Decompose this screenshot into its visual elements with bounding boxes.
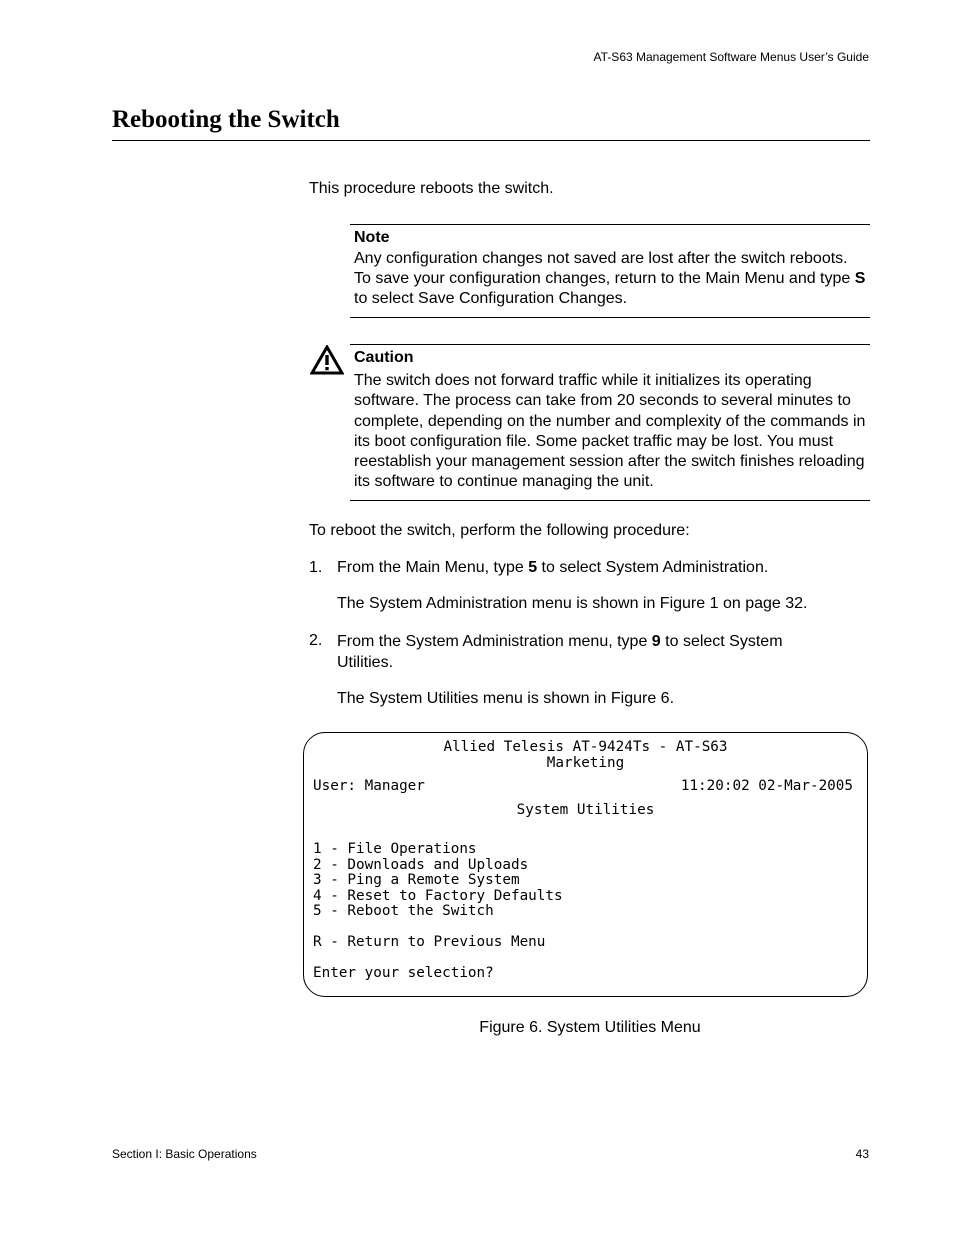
menu-item: 2 - Downloads and Uploads [313, 856, 529, 873]
note-label: Note [354, 229, 390, 246]
note-box [350, 224, 870, 318]
section-title: Rebooting the Switch [112, 106, 340, 133]
title-rule [112, 140, 870, 141]
footer-section: Section I: Basic Operations [112, 1147, 257, 1161]
step-number: 1. [309, 559, 323, 576]
menu-item: 4 - Reset to Factory Defaults [313, 887, 563, 904]
menu-item-return: R - Return to Previous Menu [313, 934, 546, 950]
step-text-after: to select System Administration. [537, 559, 769, 576]
note-key: S [854, 270, 866, 287]
menu-item: 1 - File Operations [313, 841, 477, 857]
step-number: 2. [309, 632, 323, 649]
step-key: 5 [528, 559, 538, 576]
screen-menu-title: System Utilities [516, 802, 655, 818]
note-text-after: to select Save Configuration Changes. [354, 290, 628, 307]
running-header: AT-S63 Management Software Menus User’s Guide [593, 50, 869, 64]
step-result: The System Utilities menu is shown in Figure 6. [337, 690, 675, 707]
menu-item-reboot: 5 - Reboot the Switch [313, 903, 494, 919]
step-key: 9 [651, 633, 661, 650]
step-result: The System Administration menu is shown in Figure 1 on page 32. [337, 595, 808, 612]
caution-box [350, 344, 870, 501]
step-text-before: From the System Administration menu, type [337, 633, 652, 650]
intro-paragraph: This procedure reboots the switch. [309, 180, 554, 197]
caution-text: The switch does not forward traffic while it initializes its operating software. The process can take from 20 seconds to several minutes to complete, depending on the number and complexity of the commands in its boot configuration file. Some packet traffic may be lost. You must reestablish your management session after the switch finishes reloading its software to continue managing the unit. [354, 372, 866, 491]
selection-prompt: Enter your selection? [313, 965, 494, 981]
menu-item: 3 - Ping a Remote System [313, 872, 520, 888]
terminal-screen [303, 732, 868, 997]
screen-title: Allied Telesis AT-9424Ts - AT-S63 [443, 739, 728, 755]
figure-caption: Figure 6. System Utilities Menu [479, 1019, 701, 1036]
step-text [337, 558, 857, 578]
screen-user: User: Manager [313, 778, 425, 794]
warning-triangle-icon [310, 345, 344, 375]
screen-subtitle: Marketing [546, 755, 625, 771]
note-text-before: Any configuration changes not saved are lost after the switch reboots. To save your configuration changes, return to the Main Menu and type [354, 250, 855, 287]
caution-label: Caution [354, 349, 414, 366]
screen-timestamp: 11:20:02 02-Mar-2005 [680, 778, 853, 794]
note-text [354, 249, 866, 309]
step-text-before: From the Main Menu, type [337, 559, 529, 576]
step-text [337, 631, 837, 673]
step-text-after: to select System Utilities. [337, 633, 783, 671]
page-number: 43 [855, 1147, 869, 1161]
procedure-intro: To reboot the switch, perform the following procedure: [309, 522, 690, 539]
